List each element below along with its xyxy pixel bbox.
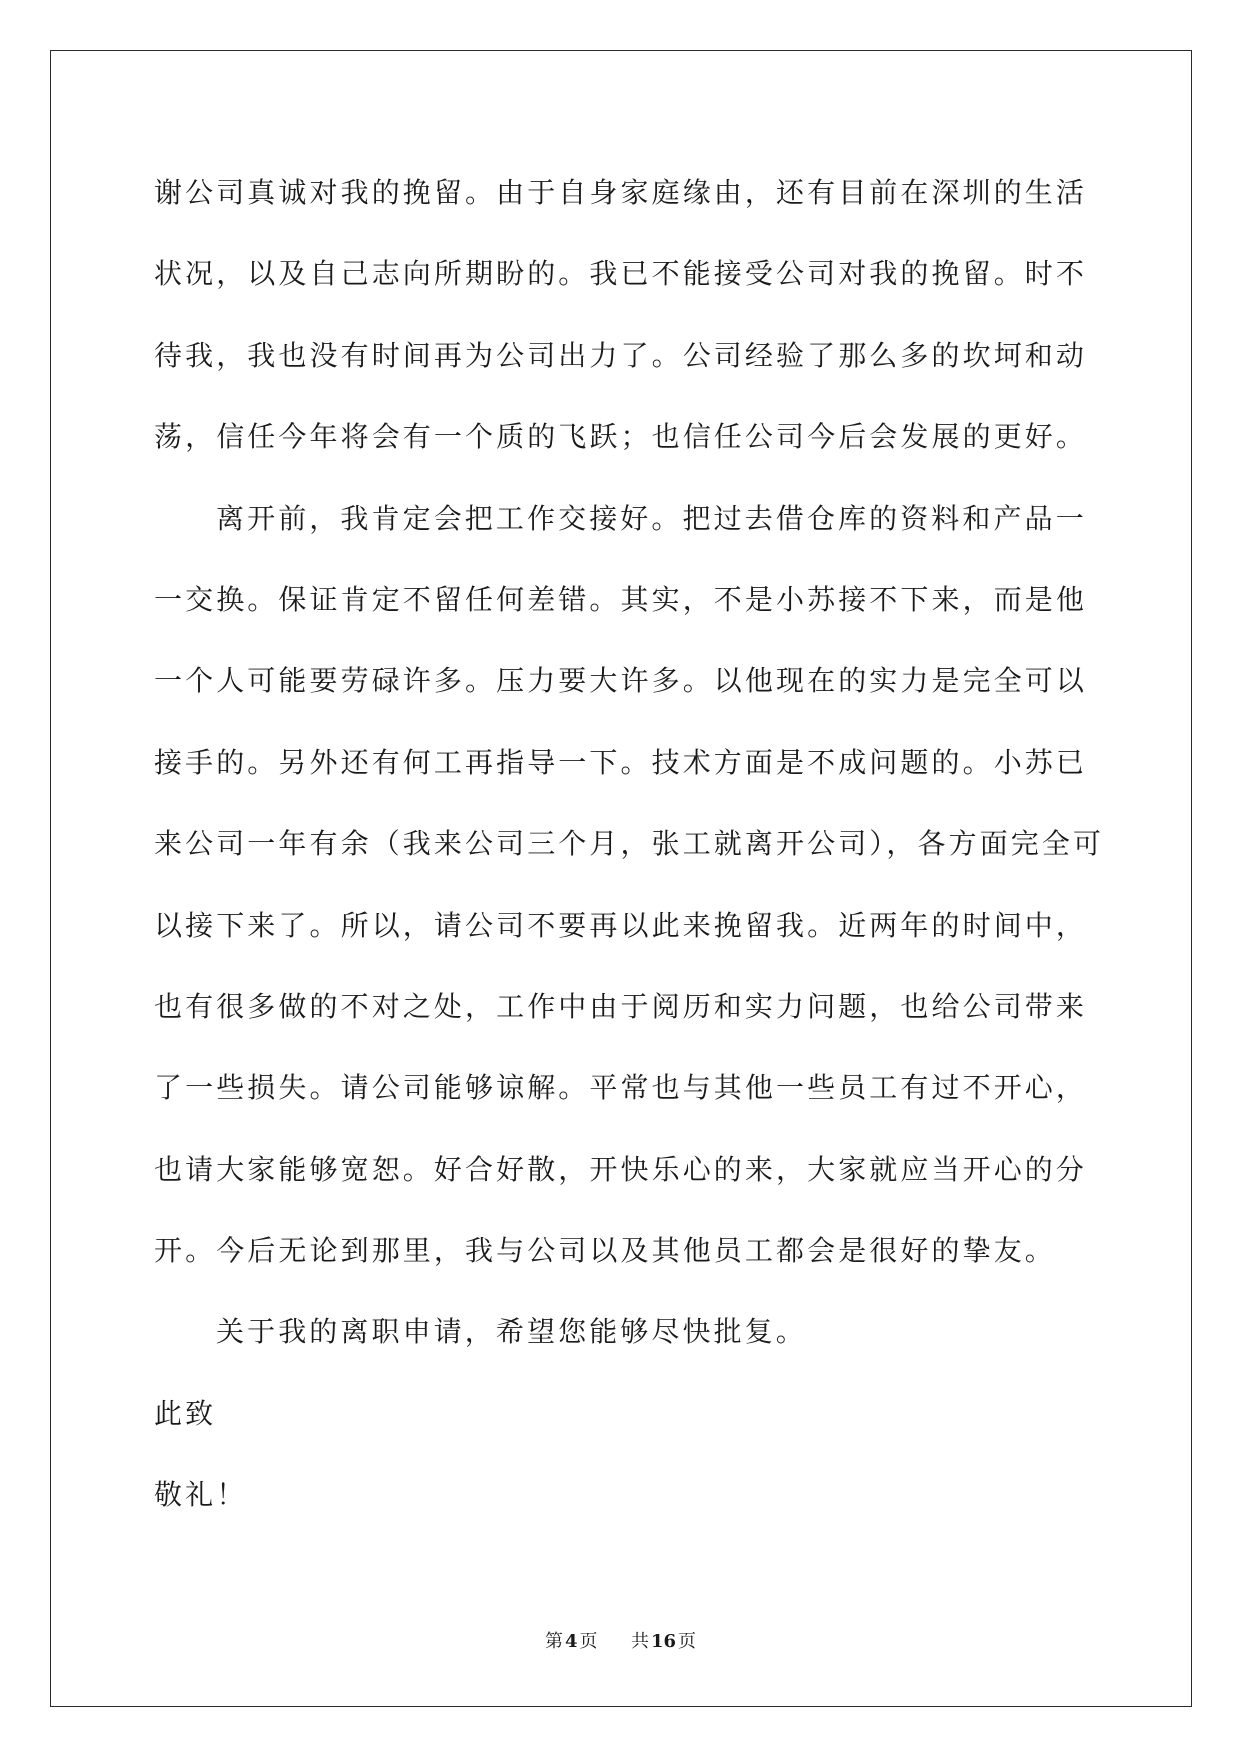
page-footer (0, 1630, 1241, 1654)
body-line: 荡，信任今年将会有一个质的飞跃；也信任公司今后会发展的更好。 (154, 420, 1088, 454)
closing-regards: 敬礼！ (154, 1478, 248, 1512)
body-line: 了一些损失。请公司能够谅解。平常也与其他一些员工有过不开心， (154, 1071, 1088, 1105)
body-line: 开。今后无论到那里，我与公司以及其他员工都会是很好的挚友。 (154, 1234, 1056, 1268)
body-line-paragraph-start: 关于我的离职申请，希望您能够尽快批复。 (216, 1315, 807, 1349)
letter-body (154, 152, 1114, 1536)
body-line: 状况，以及自己志向所期盼的。我已不能接受公司对我的挽留。时不 (154, 257, 1088, 291)
body-line: 接手的。另外还有何工再指导一下。技术方面是不成问题的。小苏已 (154, 745, 1088, 779)
total-prefix: 共 (630, 1631, 649, 1652)
body-line: 待我，我也没有时间再为公司出力了。公司经验了那么多的坎坷和动 (154, 338, 1088, 372)
body-line-paragraph-start: 离开前，我肯定会把工作交接好。把过去借仓库的资料和产品一 (216, 501, 1087, 535)
total-pages-label (631, 1631, 696, 1652)
page-suffix: 页 (579, 1631, 598, 1652)
page-number: 4 (564, 1631, 578, 1652)
closing-salutation: 此致 (154, 1396, 217, 1430)
body-line: 来公司一年有余（我来公司三个月，张工就离开公司），各方面完全可 (154, 827, 1105, 861)
body-line: 也请大家能够宽恕。好合好散，开快乐心的来，大家就应当开心的分 (154, 1152, 1088, 1186)
body-line: 一个人可能要劳碌许多。压力要大许多。以他现在的实力是完全可以 (154, 664, 1088, 698)
body-line: 也有很多做的不对之处，工作中由于阅历和实力问题，也给公司带来 (154, 989, 1088, 1023)
page-prefix: 第 (544, 1631, 563, 1652)
body-line: 一交换。保证肯定不留任何差错。其实，不是小苏接不下来，而是他 (154, 582, 1088, 616)
total-pages: 16 (650, 1631, 677, 1652)
page-number-label (545, 1631, 603, 1652)
body-line: 以接下来了。所以，请公司不要再以此来挽留我。近两年的时间中， (154, 908, 1088, 942)
total-suffix: 页 (678, 1631, 697, 1652)
body-line: 谢公司真诚对我的挽留。由于自身家庭缘由，还有目前在深圳的生活 (154, 176, 1088, 209)
